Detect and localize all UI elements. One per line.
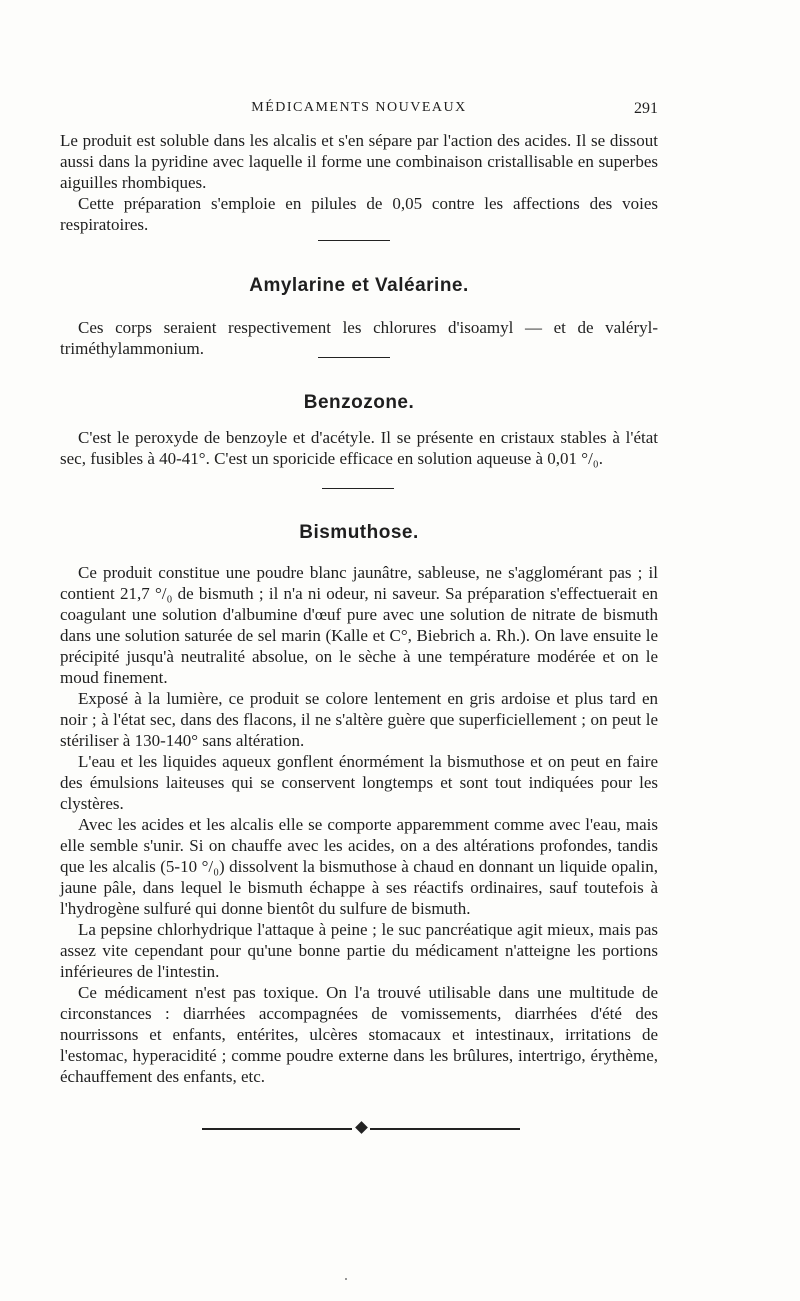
paragraph: L'eau et les liquides aqueux gonflent énormément la bismuthose et on peut en faire des émulsions laiteuses qui se conservent longtemps et sont tout indiquées pour les clystères. (60, 752, 658, 813)
paragraph: Exposé à la lumière, ce produit se colore lentement en gris ardoise et plus tard en noir ; à l'état sec, dans des flacons, il ne s'altère guère que superficiellement ; on peut le stériliser à 130-140° sans altération. (60, 689, 658, 750)
paragraph: Cette préparation s'emploie en pilules de 0,05 contre les affections des voies respiratoires. (60, 194, 658, 234)
paragraph: Ce produit constitue une poudre blanc jaunâtre, sableuse, ne s'agglomérant pas ; il contient 21,7 °/₀ de bismuth ; il n'a ni odeur, ni saveur. Sa préparation s'effectuerait en coagulant une solution d'albumine d'œuf pure avec une solution de nitrate de bismuth dans une solution saturée de sel marin (Kalle et C°, Biebrich a. Rh.). On lave ensuite le précipité jusqu'à neutralité absolue, on le sèche à une température modérée et on le moud finement. (60, 563, 658, 687)
page-number: 291 (634, 100, 658, 117)
section-title-benzozone: Benzozone. (303, 392, 415, 413)
paragraph: C'est le peroxyde de benzoyle et d'acétyle. Il se présente en cristaux stables à l'état sec, fusibles à 40-41°. C'est un sporicide efficace en solution aqueuse à 0,01 °/₀. (60, 428, 658, 468)
paragraph: Ces corps seraient respectivement les chlorures d'isoamyl — et de valéryl-triméthylammonium. (60, 318, 658, 358)
ornament-line-left (202, 1128, 352, 1130)
paper-speck (345, 1278, 347, 1280)
ornament-line-right (370, 1128, 520, 1130)
bismuthose-section (60, 562, 658, 1087)
section-title-amylarine: Amylarine et Valéarine. (249, 275, 469, 296)
running-title: MÉDICAMENTS NOUVEAUX (251, 100, 467, 115)
section-divider (322, 488, 394, 489)
section-divider (318, 240, 390, 241)
paragraph: Ce médicament n'est pas toxique. On l'a trouvé utilisable dans une multitude de circonstances : diarrhées accompagnées de vomissements, diarrhées d'été des nourrissons et enfants, entérites, ulcères stomacaux et intestinaux, irritations de l'estomac, hyperacidité ; comme poudre externe dans les brûlures, intertrigo, érythème, échauffement des enfants, etc. (60, 983, 658, 1086)
amylarine-section (60, 317, 658, 359)
section-title-bismuthose: Bismuthose. (299, 522, 419, 543)
section-divider (318, 357, 390, 358)
end-ornament (202, 1122, 522, 1134)
intro-section (60, 130, 658, 235)
benzozone-section (60, 427, 658, 469)
paragraph: Le produit est soluble dans les alcalis et s'en sépare par l'action des acides. Il se dissout aussi dans la pyridine avec laquelle il forme une combinaison cristallisable en superbes aiguilles rhombiques. (60, 131, 658, 192)
paragraph: La pepsine chlorhydrique l'attaque à peine ; le suc pancréatique agit mieux, mais pas assez vite cependant pour qu'une bonne partie du médicament n'atteigne les portions inférieures de l'intestin. (60, 920, 658, 981)
page-header (60, 100, 658, 120)
paragraph: Avec les acides et les alcalis elle se comporte apparemment comme avec l'eau, mais elle semble s'unir. Si on chauffe avec les acides, on a des altérations profondes, tandis que les alcalis (5-10 °/₀) dissolvent la bismuthose à chaud en donnant un liquide opalin, jaune pâle, dans lequel le bismuth échappe à ses réactifs ordinaires, sauf toutefois à l'hydrogène sulfuré qui donne bientôt du sulfure de bismuth. (60, 815, 658, 918)
diamond-icon (355, 1121, 368, 1134)
